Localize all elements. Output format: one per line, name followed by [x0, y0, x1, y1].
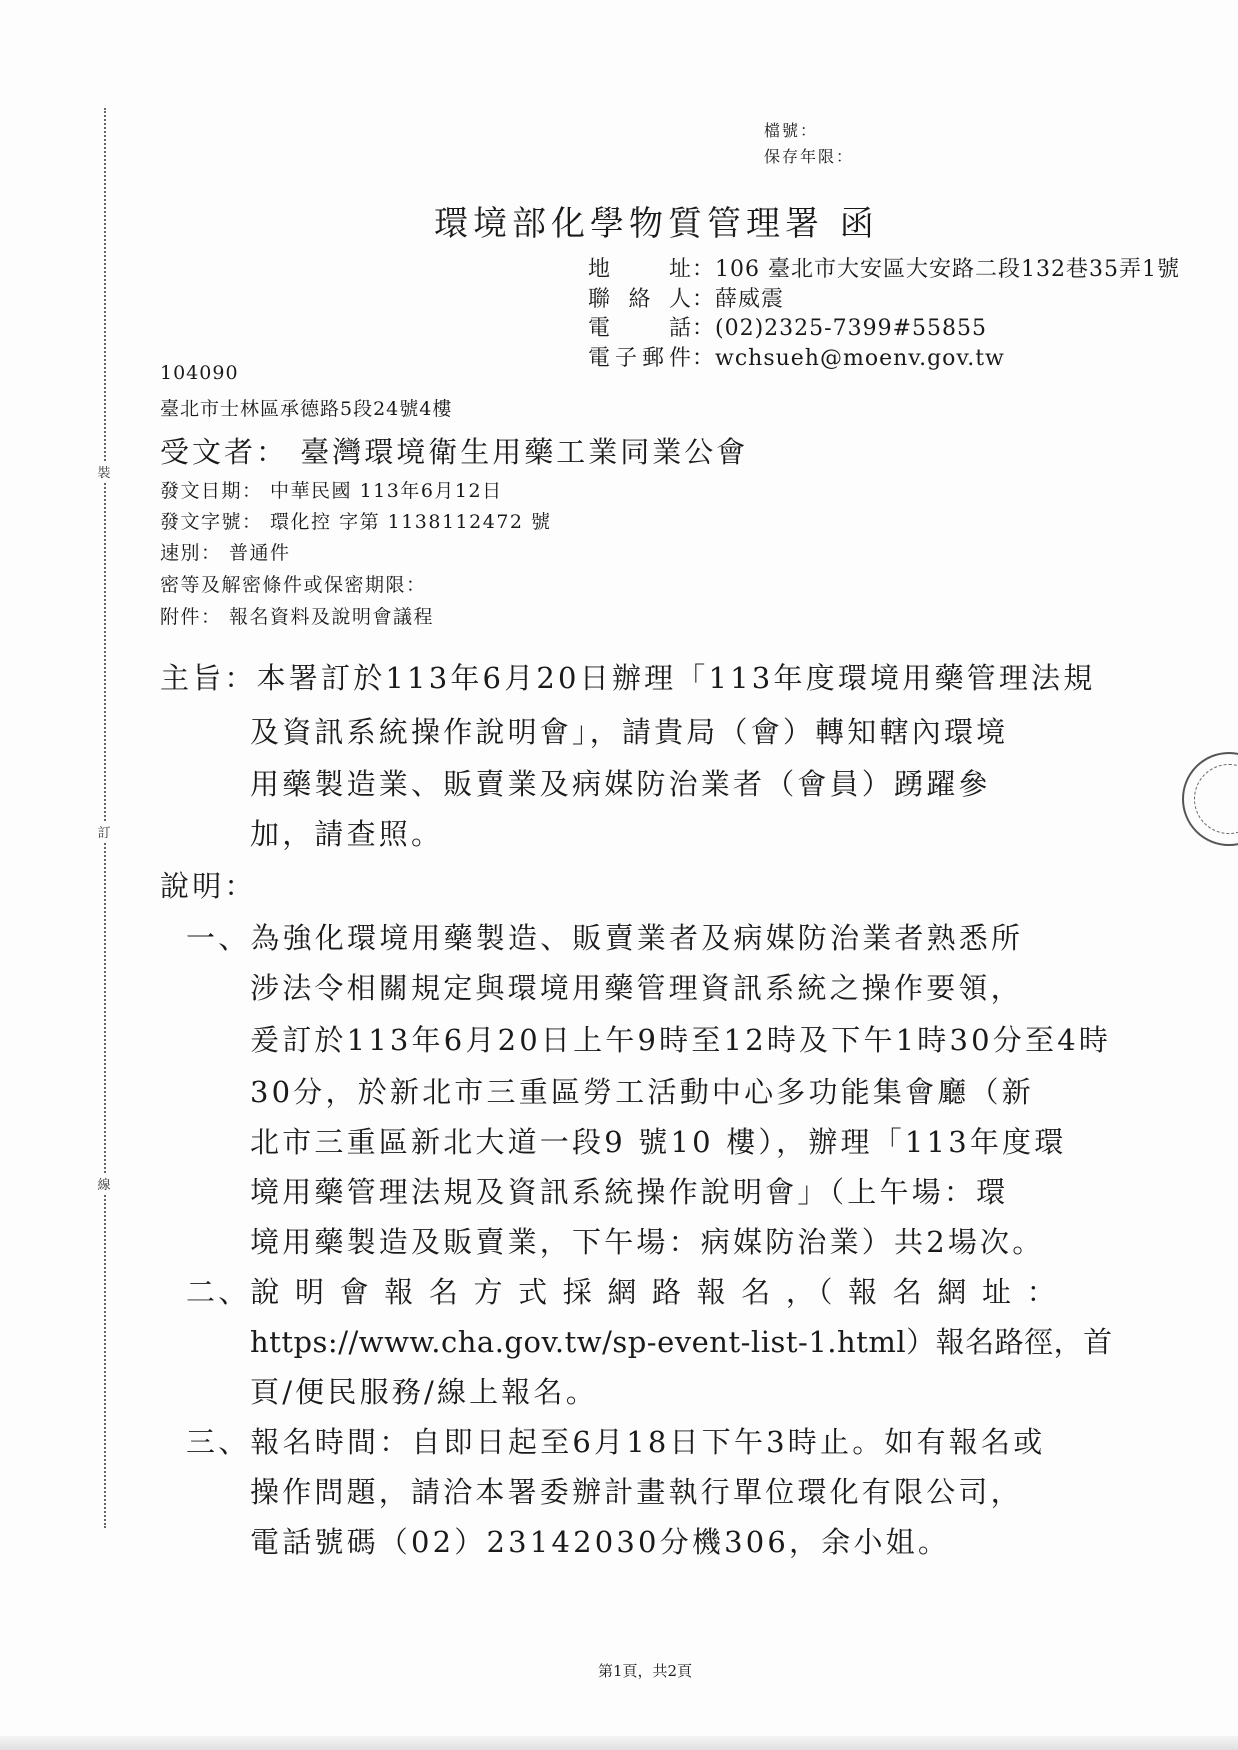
- binding-dotted-line: [104, 108, 106, 1528]
- explanation-item-2-line: https://www.cha.gov.tw/sp-event-list-1.html）報名路徑，首: [250, 1325, 1113, 1359]
- recipient-street-address: 臺北市士林區承德路5段24號4樓: [160, 398, 453, 420]
- attachment: 附件： 報名資料及說明會議程: [160, 606, 435, 628]
- subject-line: 用藥製造業、販賣業及病媒防治業者（會員）踴躍參: [250, 767, 991, 801]
- binding-char-top: 裝: [94, 462, 114, 481]
- binding-char-bottom: 線: [94, 1174, 114, 1193]
- subject-line: 加，請查照。: [250, 817, 444, 851]
- binding-char-middle: 訂: [94, 822, 114, 841]
- document-number: 發文字號： 環化控 字第 1138112472 號: [160, 511, 552, 533]
- explanation-item-2-line: 二、說 明 會 報 名 方 式 採 網 路 報 名 ，（ 報 名 網 址 ：: [186, 1275, 1059, 1309]
- explanation-item-2-line: 頁/便民服務/線上報名。: [250, 1375, 598, 1409]
- priority: 速別： 普通件: [160, 542, 291, 564]
- subject-line: 主旨：本署訂於113年6月20日辦理「113年度環境用藥管理法規: [160, 661, 1096, 695]
- file-number-label: 檔號：: [764, 121, 819, 140]
- contact-phone-label: 電話: [588, 316, 692, 341]
- subject-line: 及資訊系統操作說明會」，請貴局（會）轉知轄內環境: [250, 715, 1009, 749]
- contact-person: [588, 282, 784, 313]
- explanation-item-1-line: 一、為強化環境用藥製造、販賣業者及病媒防治業者熟悉所: [186, 921, 1024, 955]
- explanation-item-1-line: 爰訂於113年6月20日上午9時至12時及下午1時30分至4時: [250, 1023, 1112, 1057]
- explanation-item-3-line: 電話號碼（02）23142030分機306，余小姐。: [250, 1525, 951, 1559]
- contact-phone-value: ：(02)2325-7399#55855: [692, 316, 987, 341]
- security-level: 密等及解密條件或保密期限：: [160, 574, 427, 596]
- document-title: 環境部化學物質管理署 函: [434, 204, 879, 244]
- explanation-item-1-line: 境用藥管理法規及資訊系統操作說明會」（上午場：環: [250, 1175, 1009, 1209]
- contact-address: [588, 252, 1180, 283]
- scan-bottom-edge: [0, 1736, 1238, 1750]
- page-number: 第1頁，共2頁: [598, 1662, 693, 1680]
- contact-address-label: 地址: [588, 257, 692, 282]
- explanation-item-1-line: 涉法令相關規定與環境用藥管理資訊系統之操作要領，: [250, 971, 1023, 1005]
- explanation-item-1-line: 北市三重區新北大道一段9 號10 樓），辦理「113年度環: [250, 1125, 1067, 1159]
- contact-email-value: ：wchsueh@moenv.gov.tw: [692, 346, 1005, 371]
- contact-email-label: 電子郵件: [588, 346, 692, 371]
- explanation-item-1-line: 30分，於新北市三重區勞工活動中心多功能集會廳（新: [250, 1075, 1034, 1109]
- issue-date: 發文日期： 中華民國 113年6月12日: [160, 480, 503, 502]
- contact-phone: [588, 311, 987, 342]
- recipient-postal-code: 104090: [160, 362, 239, 384]
- contact-email: [588, 341, 1005, 372]
- contact-person-value: ：薛威震: [692, 287, 785, 312]
- partial-seal-stamp: [1182, 752, 1238, 846]
- explanation-heading: 說明：: [160, 869, 257, 903]
- retention-period-label: 保存年限：: [764, 147, 855, 166]
- explanation-item-3-line: 三、報名時間：自即日起至6月18日下午3時止。如有報名或: [186, 1425, 1046, 1459]
- recipient-line: 受文者： 臺灣環境衛生用藥工業同業公會: [160, 435, 749, 469]
- contact-address-value: ：106 臺北市大安區大安路二段132巷35弄1號: [692, 257, 1180, 282]
- explanation-item-1-line: 境用藥製造及販賣業，下午場：病媒防治業）共2場次。: [250, 1225, 1045, 1259]
- contact-person-label: 聯絡人: [588, 287, 692, 312]
- explanation-item-3-line: 操作問題，請洽本署委辦計畫執行單位環化有限公司，: [250, 1475, 1023, 1509]
